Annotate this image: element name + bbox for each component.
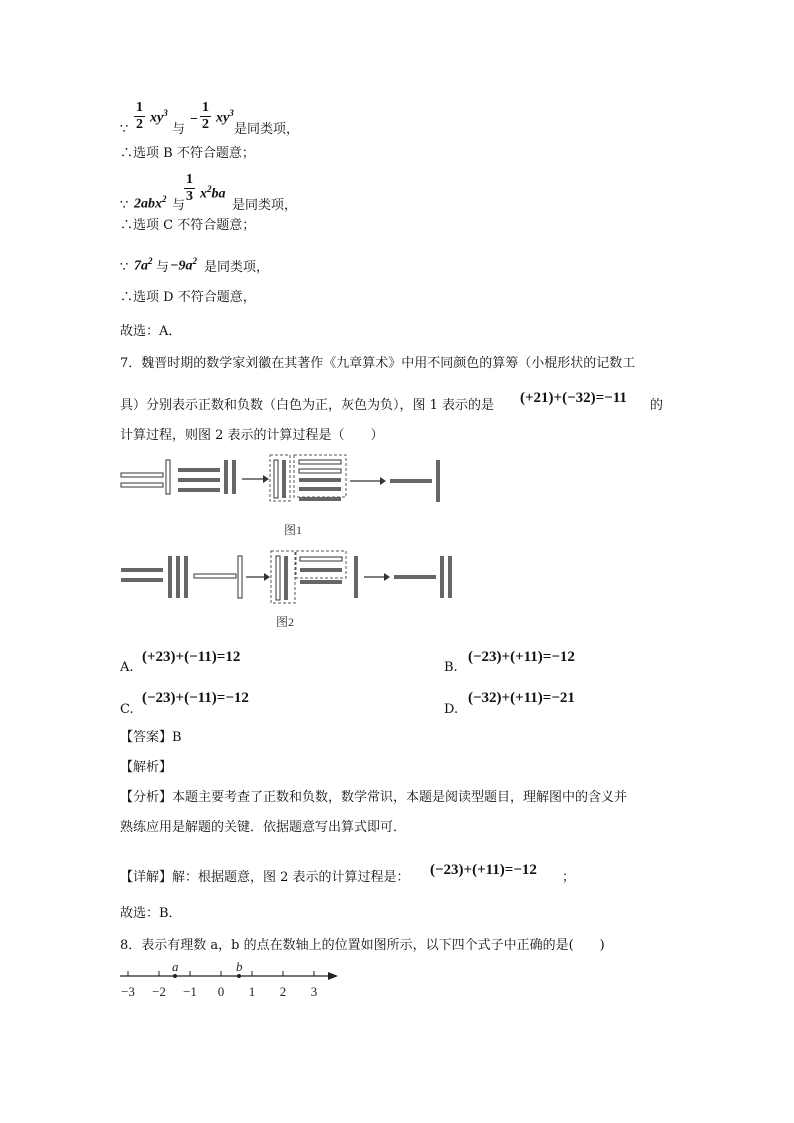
white-rod bbox=[166, 460, 170, 494]
fraction-third: $\frac{1}{3}$ bbox=[186, 172, 193, 204]
same-kind-text: 是同类项， bbox=[204, 260, 270, 275]
white-rod bbox=[274, 460, 278, 498]
white-rod bbox=[299, 469, 341, 473]
q7-line3: 计算过程，则图 2 表示的计算过程是（ ） bbox=[120, 428, 384, 443]
figure-2 bbox=[118, 548, 458, 633]
gray-rod bbox=[232, 460, 236, 494]
connector-yu: 与 bbox=[156, 260, 170, 275]
white-rod bbox=[121, 483, 163, 487]
tick-label: 3 bbox=[310, 984, 318, 999]
fenxi-line2: 熟练应用是解题的关键．依据题意写出算式即可． bbox=[120, 820, 407, 835]
q8-text: 8．表示有理数 a，b 的点在数轴上的位置如图所示，以下四个式子中正确的是( ) bbox=[120, 938, 605, 953]
white-rod bbox=[238, 556, 242, 598]
arrow-icon bbox=[246, 573, 270, 581]
option-b-letter: B. bbox=[444, 660, 458, 675]
q7-line1: 7．魏晋时期的数学家刘徽在其著作《九章算术》中用不同颜色的算筹（小棍形状的记数工 bbox=[120, 356, 636, 371]
term-7a2: $7a^2$ bbox=[134, 256, 153, 274]
point-b-label: b bbox=[236, 960, 243, 974]
term-xy3-neg: $xy^3$ bbox=[216, 108, 234, 126]
gray-rod bbox=[299, 497, 341, 501]
option-a-expr: (+23)+(−11)=12 bbox=[142, 649, 241, 665]
choose-a: 故选：A． bbox=[120, 324, 182, 339]
q7-example-expr: (+21)+(−32)=−11 bbox=[520, 390, 627, 406]
gray-rod bbox=[440, 556, 444, 598]
point-a-dot bbox=[173, 974, 177, 978]
option-c-letter: C. bbox=[120, 702, 134, 717]
because-symbol: ∵ bbox=[120, 198, 129, 213]
option-d-letter: D. bbox=[444, 702, 459, 717]
white-rod bbox=[194, 574, 236, 578]
because-symbol: ∵ bbox=[120, 260, 129, 275]
term-neg9a2: $-9a^2$ bbox=[170, 256, 197, 274]
gray-rod bbox=[300, 580, 342, 584]
gray-rod bbox=[178, 478, 220, 482]
dashed-group-box bbox=[271, 551, 295, 603]
option-d-expr: (−32)+(+11)=−21 bbox=[468, 690, 575, 706]
minus-sign: − bbox=[190, 112, 198, 127]
line-c-conclusion: ∴选项 C 不符合题意； bbox=[120, 218, 256, 233]
same-kind-text: 是同类项， bbox=[232, 198, 298, 213]
term-xy3: $xy^3$ bbox=[150, 108, 168, 126]
option-c-expr: (−23)+(−11)=−12 bbox=[142, 690, 249, 706]
gray-rod bbox=[299, 487, 341, 491]
white-rod bbox=[299, 460, 341, 464]
dashed-group-box bbox=[270, 455, 290, 501]
choose-b: 故选：B． bbox=[120, 906, 182, 921]
fig1-rods-positive-21 bbox=[121, 460, 170, 494]
arrow-icon bbox=[242, 475, 269, 483]
arrow-icon bbox=[364, 573, 390, 581]
because-symbol: ∵ bbox=[120, 122, 129, 137]
answer-line: 【答案】B bbox=[120, 730, 182, 745]
number-line bbox=[116, 960, 346, 1006]
gray-rod bbox=[224, 460, 228, 494]
gray-rod bbox=[448, 556, 452, 598]
tick-label: −1 bbox=[183, 984, 197, 999]
arrow-icon bbox=[350, 477, 386, 485]
gray-rod bbox=[282, 460, 286, 498]
gray-rod bbox=[121, 578, 163, 582]
tick-label: −2 bbox=[152, 984, 166, 999]
gray-rod bbox=[436, 460, 440, 502]
gray-rod bbox=[178, 488, 220, 492]
tick-label: 2 bbox=[279, 984, 287, 999]
connector-yu: 与 bbox=[172, 198, 186, 213]
detail-expr: (−23)+(+11)=−12 bbox=[430, 862, 537, 878]
point-a-label: a bbox=[172, 960, 179, 974]
fraction-half-neg: $\frac{1}{2}$ bbox=[202, 100, 209, 132]
gray-rod bbox=[300, 568, 342, 572]
fig1-rods-negative-32 bbox=[178, 460, 236, 494]
line-b-conclusion: ∴选项 B 不符合题意； bbox=[120, 146, 255, 161]
line-d-conclusion: ∴选项 D 不符合题意， bbox=[120, 290, 256, 305]
white-rod bbox=[121, 473, 163, 477]
gray-rod bbox=[390, 479, 432, 483]
same-kind-text: 是同类项， bbox=[234, 122, 300, 137]
gray-rod bbox=[284, 556, 288, 600]
tick-label: 1 bbox=[248, 984, 256, 999]
ticks-group bbox=[121, 971, 317, 999]
detail-end: ； bbox=[562, 870, 576, 885]
fenxi-line1: 【分析】本题主要考查了正数和负数，数学常识，本题是阅读型题目，理解图中的含义并 bbox=[120, 790, 628, 805]
gray-rod bbox=[299, 478, 341, 482]
gray-rod bbox=[168, 556, 172, 598]
gray-rod bbox=[178, 468, 220, 472]
figure-1 bbox=[118, 452, 448, 542]
tick-label: 0 bbox=[217, 984, 225, 999]
fig2-rods-positive-11 bbox=[194, 556, 242, 598]
dashed-group-box bbox=[296, 551, 346, 578]
white-rod bbox=[300, 557, 342, 561]
fig2-rods-negative-23 bbox=[121, 556, 188, 598]
gray-rod bbox=[121, 568, 163, 572]
gray-rod bbox=[394, 575, 436, 579]
gray-rod bbox=[184, 556, 188, 598]
fig2-label: 图2 bbox=[276, 615, 295, 629]
q7-line2b: 的 bbox=[650, 398, 664, 413]
white-rod bbox=[276, 556, 280, 600]
option-b-expr: (−23)+(+11)=−12 bbox=[468, 649, 575, 665]
fig1-label: 图1 bbox=[284, 523, 303, 537]
term-x2ba: $x^2ba$ bbox=[200, 184, 226, 202]
axis-arrow-icon bbox=[328, 972, 338, 980]
analysis-heading: 【解析】 bbox=[120, 760, 173, 775]
term-2abx2: 2abx$^2$ bbox=[134, 194, 167, 212]
point-b-dot bbox=[237, 974, 241, 978]
connector-yu: 与 bbox=[172, 122, 186, 137]
tick-label: −3 bbox=[121, 984, 135, 999]
option-a-letter: A. bbox=[120, 660, 134, 675]
fraction-half: $\frac{1}{2}$ bbox=[136, 100, 143, 132]
q7-line2a: 具）分别表示正数和负数（白色为正，灰色为负），图 1 表示的是 bbox=[120, 398, 495, 413]
gray-rod bbox=[354, 556, 358, 598]
gray-rod bbox=[176, 556, 180, 598]
detail-line: 【详解】解：根据题意，图 2 表示的计算过程是： bbox=[120, 870, 410, 885]
